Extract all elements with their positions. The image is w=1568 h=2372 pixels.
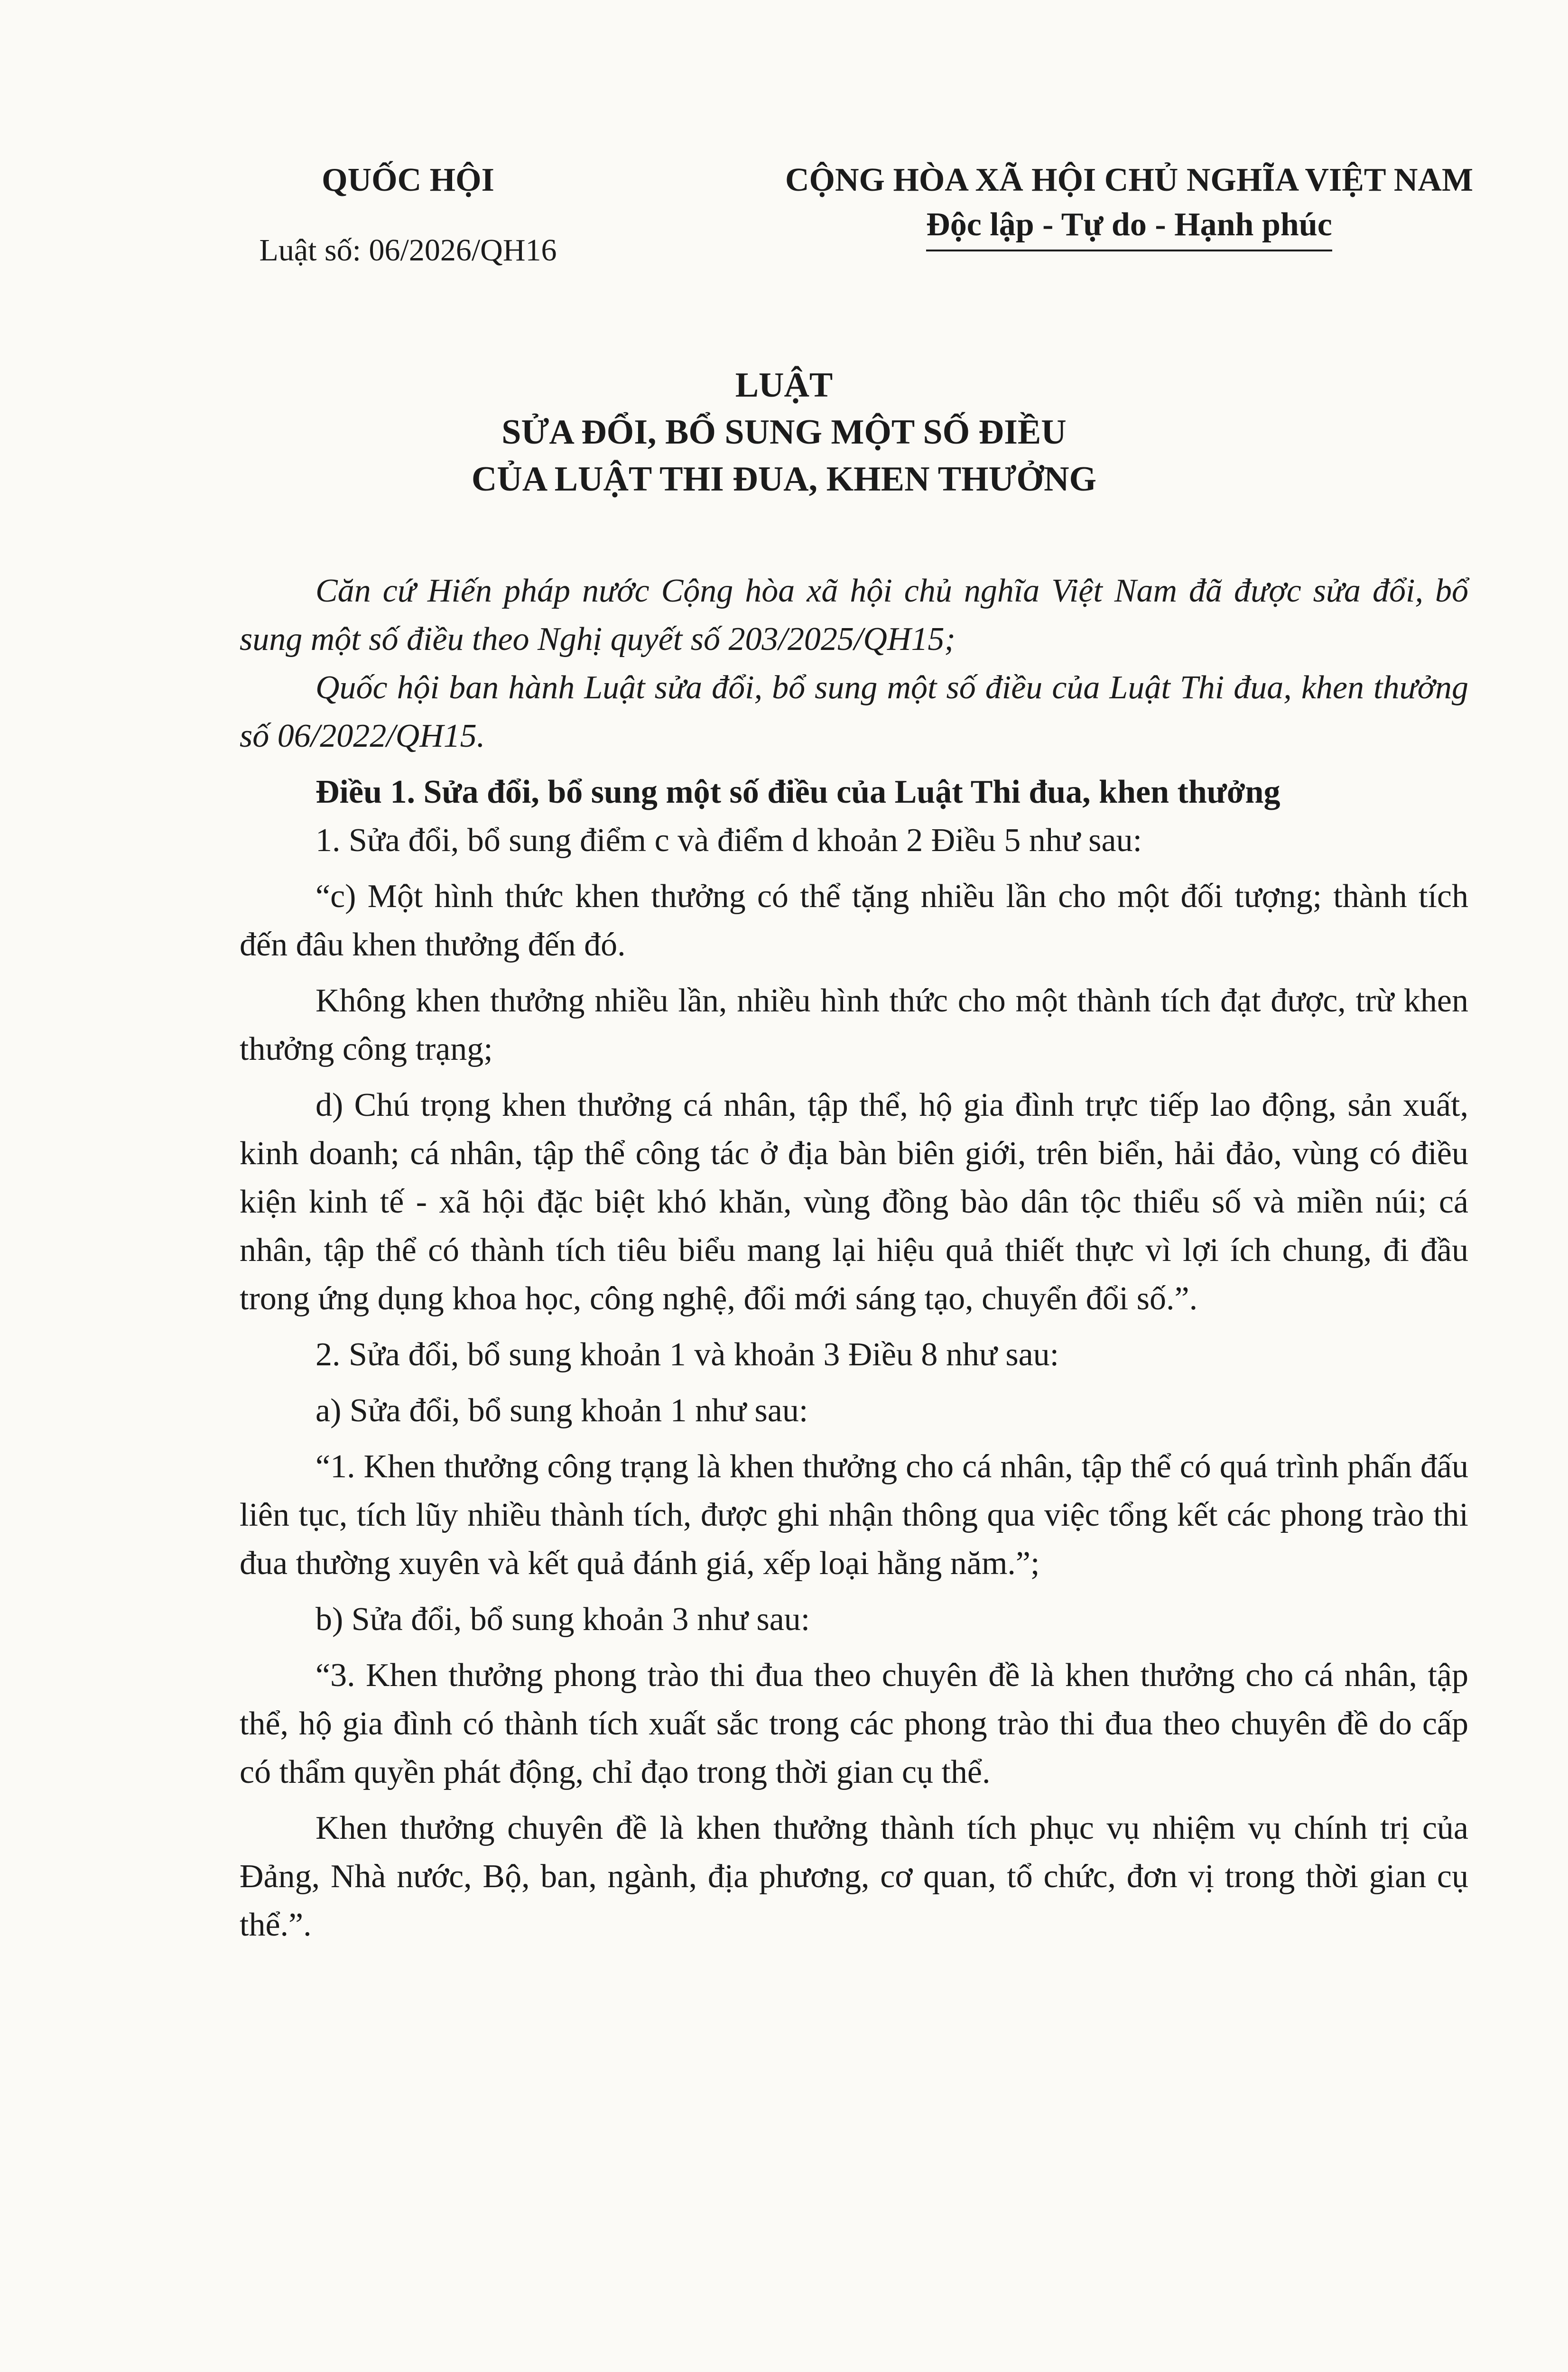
body-paragraph: b) Sửa đổi, bổ sung khoản 3 như sau:: [315, 1601, 810, 1638]
title-line-2: SỬA ĐỔI, BỔ SUNG MỘT SỐ ĐIỀU: [501, 413, 1067, 452]
title-line-1: LUẬT: [735, 366, 833, 405]
preamble-paragraph: Quốc hội ban hành Luật sửa đổi, bổ sung một số điều của Luật Thi đua, khen thưởng số 06/2022/QH15.: [240, 669, 1468, 754]
article-heading: Điều 1. Sửa đổi, bổ sung một số điều của Luật Thi đua, khen thưởng: [315, 774, 1280, 810]
national-motto: Độc lập - Tự do - Hạnh phúc: [926, 206, 1332, 251]
document-body: [240, 567, 1468, 1949]
body-paragraph: a) Sửa đổi, bổ sung khoản 1 như sau:: [315, 1392, 808, 1429]
law-number: Luật số: 06/2026/QH16: [259, 233, 557, 268]
issuer-block: [237, 161, 579, 269]
body-paragraph: 2. Sửa đổi, bổ sung khoản 1 và khoản 3 Điều 8 như sau:: [315, 1336, 1059, 1373]
body-paragraph: “1. Khen thưởng công trạng là khen thưởng cho cá nhân, tập thể có quá trình phấn đấu liên tục, tích lũy nhiều thành tích, được ghi nhận thông qua việc tổng kết các phong trào thi đua thường xuyên và kết quả đánh giá, xếp loại hằng năm.”;: [240, 1448, 1468, 1582]
national-heading: [778, 161, 1480, 251]
body-paragraph: “c) Một hình thức khen thưởng có thể tặng nhiều lần cho một đối tượng; thành tích đến đâu khen thưởng đến đó.: [240, 878, 1468, 963]
body-paragraph: 1. Sửa đổi, bổ sung điểm c và điểm d khoản 2 Điều 5 như sau:: [315, 822, 1142, 859]
title-line-3: CỦA LUẬT THI ĐUA, KHEN THƯỞNG: [471, 460, 1097, 499]
issuer-name: QUỐC HỘI: [322, 162, 494, 198]
body-paragraph: d) Chú trọng khen thưởng cá nhân, tập thể, hộ gia đình trực tiếp lao động, sản xuất, kinh doanh; cá nhân, tập thể công tác ở địa bàn biên giới, trên biển, hải đảo, vùng có điều kiện kinh tế - xã hội đặc biệt khó khăn, vùng đồng bào dân tộc thiểu số và miền núi; cá nhân, tập thể có thành tích tiêu biểu mang lại hiệu quả thiết thực vì lợi ích chung, đi đầu trong ứng dụng khoa học, công nghệ, đổi mới sáng tạo, chuyển đổi số.”.: [240, 1087, 1468, 1317]
body-paragraph: Khen thưởng chuyên đề là khen thưởng thành tích phục vụ nhiệm vụ chính trị của Đảng, Nhà nước, Bộ, ban, ngành, địa phương, cơ quan, tổ chức, đơn vị trong thời gian cụ thể.”.: [240, 1810, 1468, 1943]
body-paragraph: Không khen thưởng nhiều lần, nhiều hình thức cho một thành tích đạt được, trừ khen thưởng công trạng;: [240, 982, 1468, 1067]
nation-name: CỘNG HÒA XÃ HỘI CHỦ NGHĨA VIỆT NAM: [785, 162, 1474, 198]
document-title: [190, 365, 1378, 500]
body-paragraph: “3. Khen thưởng phong trào thi đua theo chuyên đề là khen thưởng cho cá nhân, tập thể, hộ gia đình có thành tích xuất sắc trong các phong trào thi đua theo chuyên đề do cấp có thẩm quyền phát động, chỉ đạo trong thời gian cụ thể.: [240, 1657, 1468, 1790]
preamble-paragraph: Căn cứ Hiến pháp nước Cộng hòa xã hội chủ nghĩa Việt Nam đã được sửa đổi, bổ sung một số điều theo Nghị quyết số 203/2025/QH15;: [240, 573, 1468, 658]
